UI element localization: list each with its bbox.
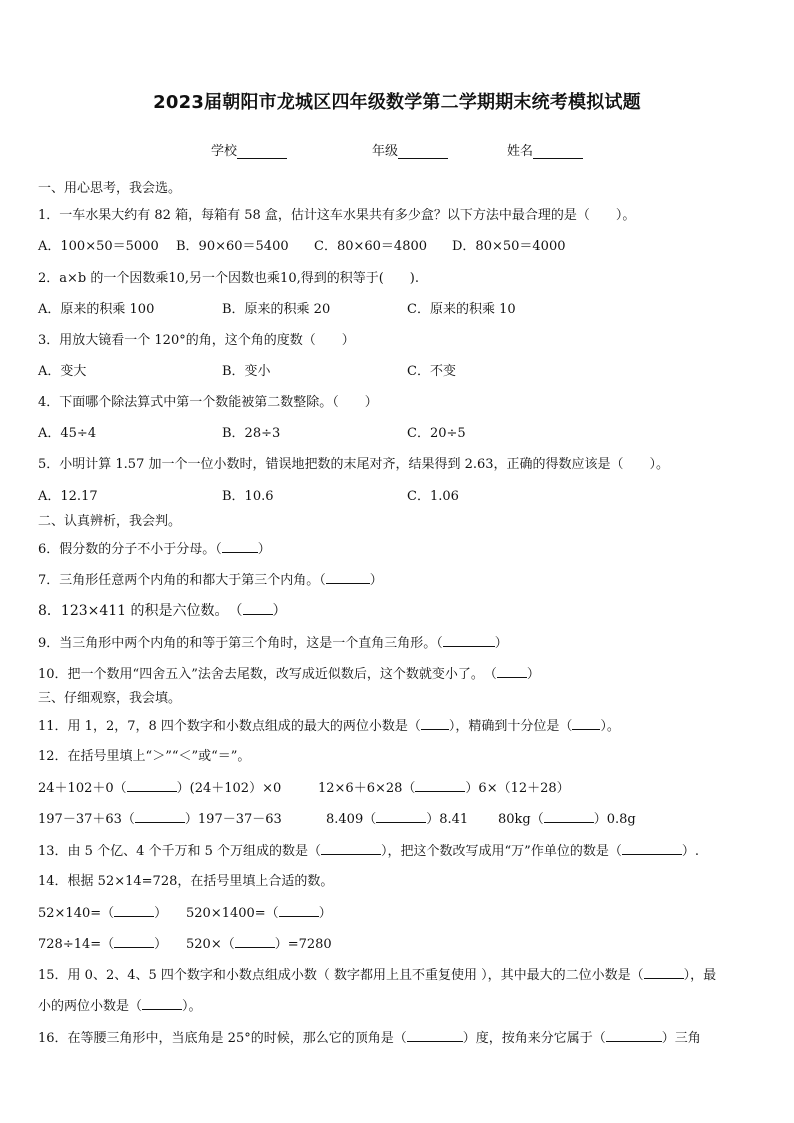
question-13: 13．由 5 个亿、4 个千万和 5 个万组成的数是（ ），把这个数改写成用“万”作单位的数是（ ）. xyxy=(38,844,699,859)
section-heading-2: 二、认真辨析，我会判。 xyxy=(38,514,182,529)
q14-blank-4[interactable] xyxy=(235,935,275,948)
question-15-cont: 小的两位小数是（ ）。 xyxy=(38,999,202,1014)
name-blank[interactable] xyxy=(533,144,583,159)
q12-blank-1[interactable] xyxy=(127,779,177,792)
section-heading-1: 一、用心思考，我会选。 xyxy=(38,181,182,196)
q15-blank-1[interactable] xyxy=(644,966,684,979)
name-field xyxy=(507,140,583,159)
q12-item-5: 80kg（ ）0.8g xyxy=(498,812,636,827)
q15-blank-2[interactable] xyxy=(142,997,182,1010)
question-6: 6．假分数的分子不小于分母。（ ） xyxy=(38,542,271,557)
school-label: 学校 xyxy=(211,144,238,159)
question-15: 15．用 0、2、4、5 四个数字和小数点组成小数（ 数字都用上且不重复使用 ），其中最大的二位小数是（ ），最 xyxy=(38,968,717,983)
q11-blank-1[interactable] xyxy=(421,717,449,730)
q16-blank-2[interactable] xyxy=(606,1029,662,1042)
q3-option-b[interactable]: B．变小 xyxy=(222,364,271,379)
page-title: 2023届朝阳市龙城区四年级数学第二学期期末统考模拟试题 xyxy=(153,92,641,113)
q11-blank-2[interactable] xyxy=(572,717,600,730)
q4-option-c[interactable]: C．20÷5 xyxy=(407,426,466,441)
question-3: 3．用放大镜看一个 120°的角，这个角的度数（ ） xyxy=(38,333,355,348)
q5-option-b[interactable]: B．10.6 xyxy=(222,489,274,504)
question-11: 11．用 1，2，7，8 四个数字和小数点组成的最大的两位小数是（ ），精确到十分位是（ ）。 xyxy=(38,719,620,734)
q12-item-3: 197－37＋63（ ）197－37－63 xyxy=(38,812,282,827)
school-field xyxy=(211,140,287,159)
q7-answer-blank[interactable] xyxy=(326,571,370,584)
q14-item-4: 520×（ ）=7280 xyxy=(186,937,332,952)
q12-blank-5[interactable] xyxy=(544,810,594,823)
q4-option-a[interactable]: A．45÷4 xyxy=(38,426,97,441)
q5-option-a[interactable]: A．12.17 xyxy=(38,489,98,504)
question-16: 16．在等腰三角形中，当底角是 25°的时候，那么它的顶角是（ ）度，按角来分它属于（ ）三角 xyxy=(38,1031,701,1046)
q3-option-c[interactable]: C．不变 xyxy=(407,364,456,379)
q12-item-2: 12×6＋6×28（ ）6×（12＋28） xyxy=(318,781,570,796)
q1-option-b[interactable]: B．90×60＝5400 xyxy=(176,239,289,254)
grade-label: 年级 xyxy=(372,144,399,159)
question-14: 14．根据 52×14=728，在括号里填上合适的数。 xyxy=(38,874,334,889)
q1-option-c[interactable]: C．80×60＝4800 xyxy=(314,239,428,254)
q14-blank-3[interactable] xyxy=(114,935,154,948)
q5-option-c[interactable]: C．1.06 xyxy=(407,489,459,504)
question-1: 1．一车水果大约有 82 箱，每箱有 58 盒，估计这车水果共有多少盒？以下方法中最合理的是（ ）。 xyxy=(38,208,636,223)
q12-blank-2[interactable] xyxy=(415,779,465,792)
q14-item-2: 520×1400=（ ） xyxy=(186,906,332,921)
question-9: 9．当三角形中两个内角的和等于第三个角时，这是一个直角三角形。（ ） xyxy=(38,636,508,651)
grade-blank[interactable] xyxy=(398,144,448,159)
q12-blank-3[interactable] xyxy=(135,810,185,823)
q12-blank-4[interactable] xyxy=(376,810,426,823)
question-10: 10．把一个数用“四舍五入”法舍去尾数，改写成近似数后，这个数就变小了。 （ ） xyxy=(38,667,540,682)
q2-option-c[interactable]: C．原来的积乘 10 xyxy=(407,302,516,317)
question-4: 4．下面哪个除法算式中第一个数能被第二数整除。（ ） xyxy=(38,395,378,410)
question-2: 2．a×b 的一个因数乘10,另一个因数也乘10,得到的积等于( ). xyxy=(38,271,419,286)
q13-blank-2[interactable] xyxy=(622,842,682,855)
question-5: 5．小明计算 1.57 加一个一位小数时，错误地把数的末尾对齐，结果得到 2.63，正确的得数应该是（ ）。 xyxy=(38,457,670,472)
q12-item-4: 8.409（ ）8.41 xyxy=(326,812,469,827)
question-8: 8．123×411 的积是六位数。 （ ） xyxy=(38,603,287,619)
q9-answer-blank[interactable] xyxy=(443,634,495,647)
q1-option-d[interactable]: D．80×50＝4000 xyxy=(452,239,566,254)
section-heading-3: 三、仔细观察，我会填。 xyxy=(38,691,182,706)
q6-answer-blank[interactable] xyxy=(222,540,258,553)
q16-blank-1[interactable] xyxy=(407,1029,463,1042)
q13-blank-1[interactable] xyxy=(321,842,381,855)
question-12: 12．在括号里填上“＞”“＜”或“＝”。 xyxy=(38,749,251,764)
q10-answer-blank[interactable] xyxy=(497,665,527,678)
question-7: 7．三角形任意两个内角的和都大于第三个内角。（ ） xyxy=(38,573,383,588)
q14-blank-2[interactable] xyxy=(279,904,319,917)
q14-blank-1[interactable] xyxy=(114,904,154,917)
school-blank[interactable] xyxy=(237,144,287,159)
grade-field xyxy=(372,140,448,159)
q14-item-1: 52×140=（ ） xyxy=(38,906,168,921)
name-label: 姓名 xyxy=(507,144,534,159)
q3-option-a[interactable]: A．变大 xyxy=(38,364,87,379)
q2-option-a[interactable]: A．原来的积乘 100 xyxy=(38,302,155,317)
q12-item-1: 24＋102＋0（ ）(24＋102）×0 xyxy=(38,781,282,796)
q1-option-a[interactable]: A．100×50＝5000 xyxy=(38,239,159,254)
q4-option-b[interactable]: B．28÷3 xyxy=(222,426,281,441)
q2-option-b[interactable]: B．原来的积乘 20 xyxy=(222,302,331,317)
q14-item-3: 728÷14=（ ） xyxy=(38,937,168,952)
q8-answer-blank[interactable] xyxy=(243,602,273,615)
